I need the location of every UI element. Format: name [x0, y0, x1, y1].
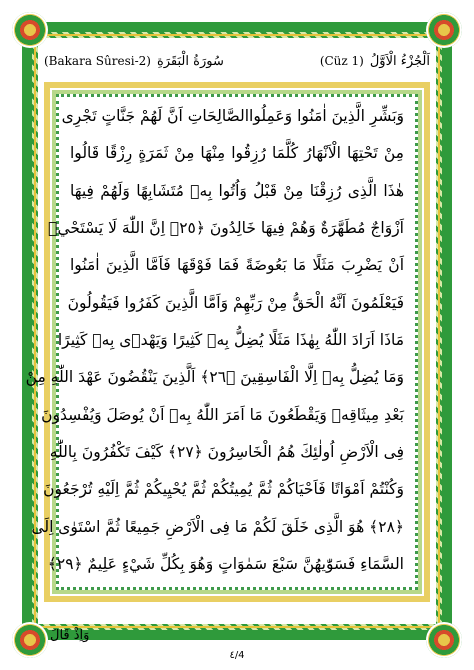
verse-line: السَّمَاءِ فَسَوّٰيهُنَّ سَبْعَ سَمٰوَاتٍ وَهُوَ بِكُلِّ شَيْءٍ عَلِيمٌ ﴿٢٩﴾	[47, 555, 404, 574]
verse-line: فِى الْاَرْضِ اُولٰئِكَ هُمُ الْخَاسِرُونَ ﴿٢٧﴾ كَيْفَ تَكْفُرُونَ بِاللّٰهِ	[49, 443, 404, 462]
sura-title-arabic: سُورَةُ الْبَقَرَةِ	[156, 53, 224, 69]
verse-line: وَبَشِّرِ الَّذِينَ اٰمَنُوا وَعَمِلُواالصَّالِحَاتِ اَنَّ لَهُمْ جَنَّاتٍ تَجْرِى	[61, 107, 404, 125]
verse-line: هٰذَا الَّذِى رُزِقْنَا مِنْ قَبْلُ وَاُتُوا بِهٖ مُتَشَابِهًا وَلَهُمْ فِيهَا	[70, 181, 404, 200]
verse-line: اَنْ يَضْرِبَ مَثَلًا مَا بَعُوضَةً فَمَا فَوْقَهَا فَاَمَّا الَّذِينَ اٰمَنُوا	[70, 256, 404, 275]
corner-rosette-icon	[426, 12, 462, 48]
sura-title-latin: (Bakara Sûresi-2)	[44, 54, 151, 68]
page-number: ٤/4	[229, 650, 245, 661]
catchword: وَاِذْ قَالَ	[50, 628, 90, 643]
sura-title	[44, 54, 230, 69]
verse-line: فَيَعْلَمُونَ اَنَّهُ الْحَقُّ مِنْ رَبِّهِمْ وَاَمَّا الَّذِينَ كَفَرُوا فَيَقُولُونَ	[67, 293, 404, 312]
verse-line: اَزْوَاجٌ مُطَهَّرَةٌ وَهُمْ فِيهَا خَالِدُونَ ﴿٢٥﴾ اِنَّ اللّٰهَ لَا يَسْتَحْيٖ	[48, 219, 404, 238]
verse-line: مِنْ تَحْتِهَا الْاَنْهَارُ كُلَّمَا رُزِقُوا مِنْهَا مِنْ ثَمَرَةٍ رِزْقًا قَالُوا	[70, 144, 404, 163]
page-header	[44, 44, 430, 78]
corner-rosette-icon	[12, 12, 48, 48]
verse-line: وَمَا يُضِلُّ بِهٖ اِلَّا الْفَاسِقِينَ ﴿٢٦﴾ اَلَّذِينَ يَنْقُضُونَ عَهْدَ اللّٰهِ مِنْ	[25, 368, 404, 387]
juz-title-arabic: اَلْجُزْءُ الْاَوَّلُ	[369, 53, 430, 69]
verse-line: ﴿٢٨﴾ هُوَ الَّذِى خَلَقَ لَكُمْ مَا فِى الْاَرْضِ جَمِيعًا ثُمَّ اسْتَوٰى اِلَى	[31, 517, 404, 536]
verse-line: بَعْدِ مِيثَاقِهٖ وَيَقْطَعُونَ مَا اَمَرَ اللّٰهُ بِهٖ اَنْ يُوصَلَ وَيُفْسِدُونَ	[41, 405, 404, 424]
verse-line: مَاذَا اَرَادَ اللّٰهُ بِهٰذَا مَثَلًا يُضِلُّ بِهٖ كَثِيرًا وَيَهْدٖى بِهٖ كَثِيرًا	[57, 331, 404, 350]
juz-title	[314, 54, 430, 69]
verse-text-area	[25, 102, 410, 582]
juz-title-latin: (Cüz 1)	[319, 54, 364, 68]
verse-panel	[25, 82, 430, 602]
verse-line: وَكُنْتُمْ اَمْوَاتًا فَاَحْيَاكُمْ ثُمَّ يُمِيتُكُمْ ثُمَّ يُحْيِيكُمْ ثُمَّ اِلَيْهِ تُرْجَعُونَ	[43, 480, 404, 499]
